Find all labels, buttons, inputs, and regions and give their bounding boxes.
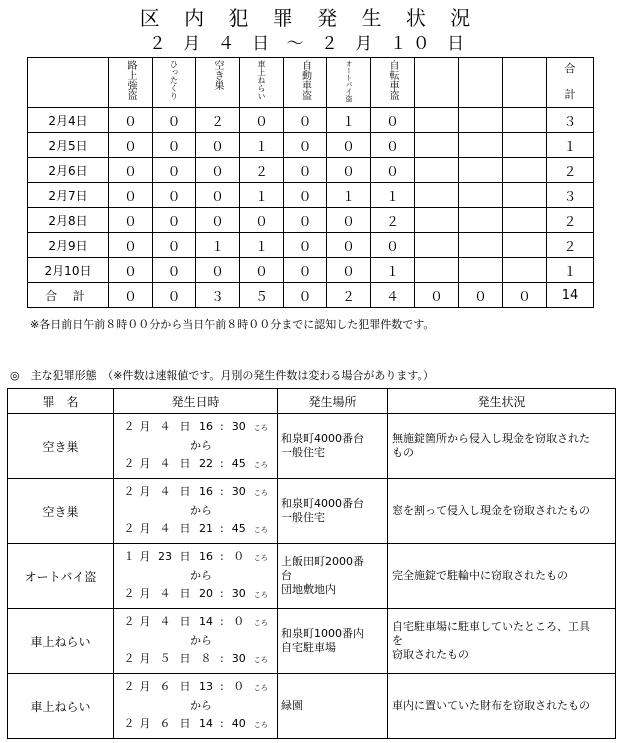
stat-cell: ０: [109, 208, 153, 233]
crime-place: [278, 479, 388, 544]
stat-cell: [503, 158, 547, 183]
month-unit: 月: [139, 420, 151, 433]
stat-cell: ０: [240, 108, 284, 133]
day: ４: [159, 457, 171, 470]
place-line: 緑園: [281, 699, 303, 712]
stat-cell: ０: [284, 258, 327, 283]
situation-line: もの: [392, 446, 414, 459]
total-cell: ０: [153, 283, 196, 308]
crime-row: [8, 674, 616, 739]
stats-row: [28, 233, 594, 258]
stat-cell: ２: [371, 208, 415, 233]
from-label: から: [190, 504, 212, 517]
stat-cell: ２: [547, 233, 594, 258]
stat-cell: １: [547, 133, 594, 158]
crime-place: [278, 609, 388, 674]
month-unit: 月: [139, 485, 151, 498]
stat-cell: ０: [109, 133, 153, 158]
total-header-char-2: 計: [564, 88, 576, 101]
stat-cell: ０: [153, 158, 196, 183]
stats-row: [28, 158, 594, 183]
stat-cell: [459, 233, 503, 258]
hour: 20: [199, 587, 213, 600]
month-unit: 月: [139, 717, 151, 730]
col-header: 自転車盗: [371, 58, 415, 108]
hour: 13: [199, 680, 213, 693]
month-unit: 月: [139, 522, 151, 535]
from-label: から: [190, 439, 212, 452]
stat-cell: ０: [371, 133, 415, 158]
place-line: 和泉町4000番台: [281, 432, 364, 445]
approx-label: ころ: [253, 554, 268, 562]
stat-cell: [459, 258, 503, 283]
col-header: 空き巣: [196, 58, 240, 108]
day: ４: [159, 615, 171, 628]
crime-situation: [388, 609, 616, 674]
header-situation: 発生状況: [388, 389, 616, 414]
stats-row: [28, 108, 594, 133]
stat-cell: ０: [327, 133, 371, 158]
col-header: ひったくり: [153, 58, 196, 108]
place-line: 一般住宅: [281, 511, 325, 524]
datetime-line: ２ 月 ４ 日 21 : 45 ころ: [120, 520, 277, 539]
row-date: 2月8日: [28, 208, 109, 233]
minute: 45: [231, 457, 246, 470]
stat-cell: [503, 108, 547, 133]
stat-cell: ３: [547, 183, 594, 208]
minute: ０: [233, 615, 245, 628]
situation-line: 窓を割って侵入し現金を窃取されたもの: [392, 504, 590, 517]
total-col-header: [547, 58, 594, 108]
from-label: から: [190, 634, 212, 647]
header-datetime: 発生日時: [114, 389, 278, 414]
stat-cell: [459, 133, 503, 158]
stat-cell: ０: [327, 233, 371, 258]
place-line: 台: [281, 569, 292, 582]
place-line: 和泉町4000番台: [281, 497, 364, 510]
datetime-line: ２ 月 ４ 日 16 : 30 ころ: [120, 418, 277, 437]
stat-cell: ０: [153, 133, 196, 158]
stats-total-row: [28, 283, 594, 308]
month: ２: [123, 717, 135, 730]
day-unit: 日: [179, 550, 191, 563]
crime-name: 空き巣: [8, 414, 114, 479]
day: ４: [159, 485, 171, 498]
minute: ０: [233, 680, 245, 693]
day-unit: 日: [179, 652, 191, 665]
stat-cell: [459, 158, 503, 183]
hour: 16: [199, 420, 213, 433]
situation-line: 自宅駐車場に駐車していたところ、工具: [392, 620, 590, 633]
stat-cell: ０: [327, 258, 371, 283]
month: ２: [123, 420, 135, 433]
month-unit: 月: [139, 550, 151, 563]
month: ２: [123, 522, 135, 535]
approx-label: ころ: [253, 684, 268, 692]
stat-cell: ０: [327, 158, 371, 183]
stat-cell: ０: [371, 108, 415, 133]
day: ４: [159, 522, 171, 535]
stat-cell: [415, 108, 459, 133]
approx-label: ころ: [253, 591, 268, 599]
total-cell: ０: [415, 283, 459, 308]
total-cell: ３: [196, 283, 240, 308]
from-label: から: [190, 699, 212, 712]
date-range: ２ 月 ４ 日 ～ ２ 月 １０ 日: [148, 34, 471, 54]
month: ２: [123, 457, 135, 470]
stat-cell: ０: [240, 208, 284, 233]
crime-detail-table: [7, 388, 616, 739]
stat-cell: [415, 258, 459, 283]
minute: 30: [231, 485, 246, 498]
day-unit: 日: [179, 457, 191, 470]
approx-label: ころ: [253, 619, 268, 627]
day-unit: 日: [179, 587, 191, 600]
approx-label: ころ: [253, 424, 268, 432]
stat-cell: ０: [371, 158, 415, 183]
datetime-line: ２ 月 ６ 日 13 : ０ ころ: [120, 678, 277, 697]
day-unit: 日: [179, 420, 191, 433]
crime-situation: [388, 479, 616, 544]
crime-datetime: [114, 544, 278, 609]
stat-cell: １: [240, 233, 284, 258]
situation-line: を: [392, 634, 403, 647]
stat-cell: １: [327, 183, 371, 208]
crime-place: [278, 544, 388, 609]
datetime-line: ２ 月 ４ 日 20 : 30 ころ: [120, 585, 277, 604]
approx-label: ころ: [253, 721, 268, 729]
datetime-line: ２ 月 ４ 日 16 : 30 ころ: [120, 483, 277, 502]
stat-cell: ０: [240, 258, 284, 283]
day-unit: 日: [179, 717, 191, 730]
approx-label: ころ: [253, 526, 268, 534]
stats-row: [28, 183, 594, 208]
corner-cell: [28, 58, 109, 108]
crime-name: 車上ねらい: [8, 674, 114, 739]
stat-cell: [415, 208, 459, 233]
row-date: 2月5日: [28, 133, 109, 158]
crime-row: [8, 609, 616, 674]
crime-datetime: [114, 479, 278, 544]
month-unit: 月: [139, 457, 151, 470]
total-cell: ５: [240, 283, 284, 308]
approx-label: ころ: [253, 656, 268, 664]
stat-cell: [503, 258, 547, 283]
crime-place: [278, 674, 388, 739]
crime-place: [278, 414, 388, 479]
minute: ０: [233, 550, 245, 563]
stat-cell: １: [327, 108, 371, 133]
from-label: から: [190, 569, 212, 582]
day: ４: [159, 587, 171, 600]
stat-cell: １: [547, 258, 594, 283]
crime-row: [8, 414, 616, 479]
datetime-line: ２ 月 ４ 日 14 : ０ ころ: [120, 613, 277, 632]
stat-cell: ０: [196, 133, 240, 158]
place-line: 自宅駐車場: [281, 641, 336, 654]
stat-cell: ０: [284, 208, 327, 233]
hour: 16: [199, 485, 213, 498]
crime-datetime: [114, 674, 278, 739]
col-header: [459, 58, 503, 108]
total-cell: 14: [547, 283, 594, 308]
month: ２: [123, 680, 135, 693]
month-unit: 月: [139, 680, 151, 693]
stat-cell: [415, 183, 459, 208]
day-unit: 日: [179, 680, 191, 693]
crime-name: オートバイ盗: [8, 544, 114, 609]
stat-cell: ０: [109, 233, 153, 258]
situation-line: 完全施錠で駐輪中に窃取されたもの: [392, 569, 568, 582]
stat-cell: ０: [196, 258, 240, 283]
row-date: 2月7日: [28, 183, 109, 208]
stat-cell: ０: [153, 108, 196, 133]
hour: 16: [199, 550, 213, 563]
stat-cell: ０: [284, 133, 327, 158]
stat-cell: [503, 208, 547, 233]
crime-name: 車上ねらい: [8, 609, 114, 674]
stat-cell: ０: [109, 258, 153, 283]
situation-line: 窃取されたもの: [392, 648, 469, 661]
stat-cell: [415, 233, 459, 258]
crime-situation: [388, 674, 616, 739]
datetime-line: ２ 月 ６ 日 14 : 40 ころ: [120, 715, 277, 734]
section-title: ◎ 主な犯罪形態 （※件数は速報値です。月別の発生件数は変わる場合があります。）: [10, 369, 435, 382]
stat-cell: ０: [109, 183, 153, 208]
month-unit: 月: [139, 615, 151, 628]
stat-cell: ０: [153, 208, 196, 233]
stat-cell: ２: [547, 208, 594, 233]
crime-situation: [388, 544, 616, 609]
hour: 14: [199, 615, 213, 628]
stat-cell: ０: [153, 258, 196, 283]
stat-cell: ０: [284, 233, 327, 258]
stat-cell: [503, 183, 547, 208]
month-unit: 月: [139, 587, 151, 600]
row-date: 2月9日: [28, 233, 109, 258]
stat-cell: [415, 133, 459, 158]
stat-cell: １: [196, 233, 240, 258]
stat-cell: ３: [547, 108, 594, 133]
stat-cell: ２: [547, 158, 594, 183]
minute: 30: [231, 587, 246, 600]
stat-cell: ０: [196, 208, 240, 233]
stat-cell: ０: [109, 108, 153, 133]
stat-cell: ２: [196, 108, 240, 133]
minute: 30: [231, 420, 246, 433]
col-header: 自動車盗: [284, 58, 327, 108]
col-header: [503, 58, 547, 108]
row-date: 2月6日: [28, 158, 109, 183]
minute: 40: [231, 717, 246, 730]
month: ２: [123, 485, 135, 498]
situation-line: 無施錠箇所から侵入し現金を窃取された: [392, 432, 590, 445]
stat-cell: １: [240, 133, 284, 158]
day-unit: 日: [179, 485, 191, 498]
crime-stats-table: [27, 57, 594, 308]
month: ２: [123, 652, 135, 665]
total-cell: ０: [503, 283, 547, 308]
minute: 30: [231, 652, 246, 665]
stat-cell: ０: [109, 158, 153, 183]
month-unit: 月: [139, 652, 151, 665]
col-header: 車上ねらい: [240, 58, 284, 108]
stats-header-row: [28, 58, 594, 108]
crime-name: 空き巣: [8, 479, 114, 544]
day: ４: [159, 420, 171, 433]
month: ２: [123, 587, 135, 600]
stat-cell: ０: [196, 183, 240, 208]
datetime-line: ２ 月 ５ 日 ８ : 30 ころ: [120, 650, 277, 669]
stat-cell: [459, 108, 503, 133]
stat-cell: ０: [153, 233, 196, 258]
crime-header-row: [8, 389, 616, 414]
stat-cell: [415, 158, 459, 183]
row-date: 2月4日: [28, 108, 109, 133]
situation-line: 車内に置いていた財布を窃取されたもの: [392, 699, 590, 712]
day-unit: 日: [179, 615, 191, 628]
crime-datetime: [114, 414, 278, 479]
stats-row: [28, 208, 594, 233]
total-label: 合 計: [28, 283, 109, 308]
total-header-char-1: 合: [564, 62, 576, 75]
hour: ８: [200, 652, 212, 665]
crime-row: [8, 479, 616, 544]
header-place: 発生場所: [278, 389, 388, 414]
total-cell: ４: [371, 283, 415, 308]
stats-row: [28, 258, 594, 283]
crime-row: [8, 544, 616, 609]
stat-cell: ０: [284, 183, 327, 208]
footnote: ※各日前日午前８時００分から当日午前８時００分までに認知した犯罪件数です。: [30, 318, 435, 331]
datetime-line: １ 月 23 日 16 : ０ ころ: [120, 548, 277, 567]
stat-cell: ０: [284, 158, 327, 183]
place-line: 和泉町1000番内: [281, 627, 364, 640]
day: ５: [159, 652, 171, 665]
total-cell: ２: [327, 283, 371, 308]
day-unit: 日: [179, 522, 191, 535]
col-header: オートバイ盗: [327, 58, 371, 108]
stat-cell: ０: [196, 158, 240, 183]
stat-cell: １: [371, 183, 415, 208]
header-crime-name: 罪 名: [8, 389, 114, 414]
stat-cell: １: [371, 258, 415, 283]
col-header: [415, 58, 459, 108]
month: １: [123, 550, 135, 563]
stat-cell: ０: [153, 183, 196, 208]
hour: 14: [199, 717, 213, 730]
hour: 22: [199, 457, 213, 470]
stat-cell: [459, 208, 503, 233]
stat-cell: [459, 183, 503, 208]
approx-label: ころ: [253, 489, 268, 497]
stat-cell: [503, 233, 547, 258]
place-line: 団地敷地内: [281, 583, 336, 596]
day: ６: [159, 680, 171, 693]
stat-cell: ２: [240, 158, 284, 183]
stat-cell: １: [240, 183, 284, 208]
datetime-line: ２ 月 ４ 日 22 : 45 ころ: [120, 455, 277, 474]
minute: 45: [231, 522, 246, 535]
hour: 21: [199, 522, 213, 535]
total-cell: ０: [284, 283, 327, 308]
place-line: 上飯田町2000番: [281, 555, 364, 568]
crime-datetime: [114, 609, 278, 674]
page-title: 区 内 犯 罪 発 生 状 況: [139, 6, 480, 30]
stats-row: [28, 133, 594, 158]
stat-cell: [503, 133, 547, 158]
stat-cell: ０: [327, 208, 371, 233]
approx-label: ころ: [253, 461, 268, 469]
total-cell: ０: [109, 283, 153, 308]
col-header: 路上強盗: [109, 58, 153, 108]
crime-situation: [388, 414, 616, 479]
stat-cell: ０: [371, 233, 415, 258]
total-cell: ０: [459, 283, 503, 308]
day: ６: [159, 717, 171, 730]
row-date: 2月10日: [28, 258, 109, 283]
day: 23: [158, 550, 172, 563]
place-line: 一般住宅: [281, 446, 325, 459]
stat-cell: ０: [284, 108, 327, 133]
month: ２: [123, 615, 135, 628]
